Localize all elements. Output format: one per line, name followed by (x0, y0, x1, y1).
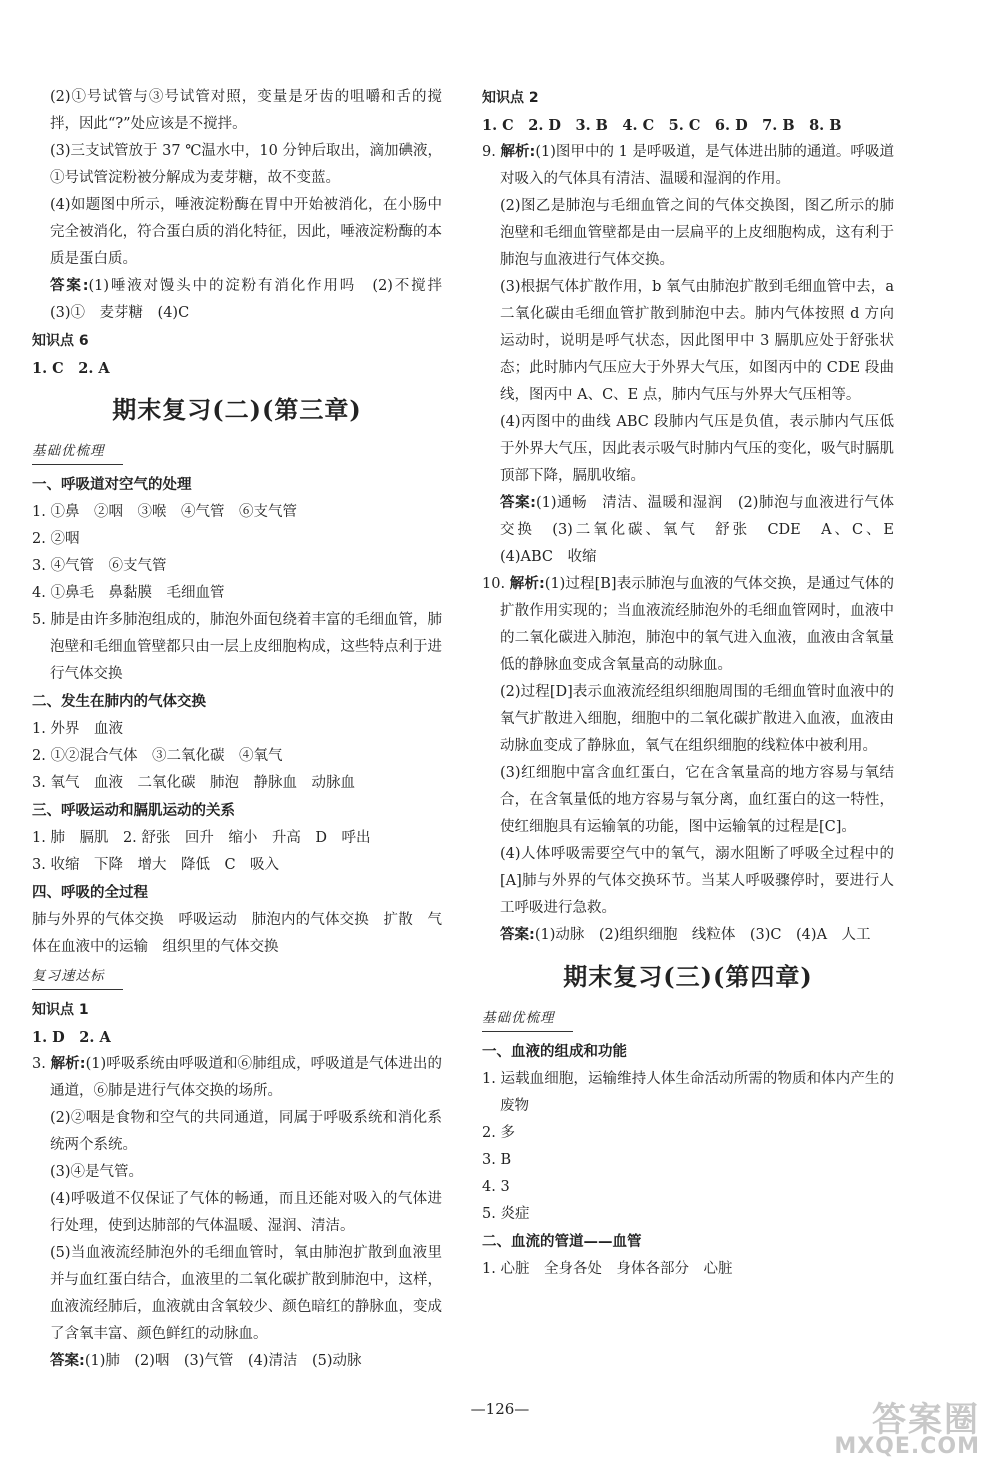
question-number: 3. (32, 1056, 51, 1072)
choice-answers: 1. D 2. A (32, 1029, 111, 1046)
list-item: 1. ①鼻 ②咽 ③喉 ④气管 ⑥支气管 (32, 504, 297, 520)
subsection-banner: 复习速达标 (32, 963, 123, 990)
analysis-text: (2)过程[D]表示血液流经组织细胞周围的毛细血管时血液中的氧气扩散进入细胞，细胞中的二氧化碳扩散进入血液，血液由动脉血变成了静脉血，氧气在组织细胞的线粒体中被利用。 (500, 684, 894, 754)
subsection-banner: 基础优梳理 (32, 438, 123, 465)
question-analysis (32, 1051, 442, 1105)
answer-text: (1)动脉 (2)组织细胞 线粒体 (3)C (4)A 人工 (534, 927, 871, 943)
chapter-title: 期末复习(二)(第三章) (112, 395, 362, 424)
section-heading: 一、呼吸道对空气的处理 (32, 477, 192, 493)
question-number: 10. (482, 576, 510, 592)
answer-label: 答案: (50, 278, 89, 294)
question-analysis (482, 571, 894, 679)
choice-answers: 1. C 2. D 3. B 4. C 5. C 6. D 7. B 8. B (482, 117, 842, 134)
answer-text: (1)肺 (2)咽 (3)气管 (4)清洁 (5)动脉 (84, 1353, 362, 1369)
section-heading: 三、呼吸运动和膈肌运动的关系 (32, 803, 235, 819)
question-analysis (482, 139, 894, 193)
answer-line (482, 490, 909, 571)
list-item: 3. 收缩 下降 增大 降低 C 吸入 (32, 857, 280, 873)
section-heading: 二、血流的管道——血管 (482, 1234, 642, 1250)
answer-label: 答案: (500, 927, 535, 943)
list-item: 1. 肺 膈肌 2. 舒张 回升 缩小 升高 D 呼出 (32, 830, 371, 846)
paragraph: (2)①号试管与③号试管对照，变量是牙齿的咀嚼和舌的搅拌，因此“?”处应该是不搅拌。 (50, 89, 442, 132)
chapter-title: 期末复习(三)(第四章) (563, 962, 813, 991)
watermark-logo (790, 1392, 980, 1464)
right-column (482, 84, 909, 1283)
knowledge-point-heading: 知识点 1 (32, 1002, 89, 1018)
answer-label: 答案: (500, 495, 536, 511)
analysis-text: (1)呼吸系统由呼吸道和⑥肺组成，呼吸道是气体进出的通道，⑥肺是进行气体交换的场所。 (50, 1056, 442, 1099)
list-item: 5. 炎症 (482, 1206, 530, 1222)
list-item: 肺与外界的气体交换 呼吸运动 肺泡内的气体交换 扩散 气体在血液中的运输 组织里的气体交换 (32, 912, 442, 955)
analysis-label: 解析: (50, 1056, 86, 1072)
question-number: 9. (482, 144, 501, 160)
watermark-logo-text: 答案圈 (872, 1400, 980, 1440)
analysis-text: (5)当血液流经肺泡外的毛细血管时，氧由肺泡扩散到血液里并与血红蛋白结合，血液里的二氧化碳扩散到肺泡中，这样，血液流经肺后，血液就由含氧较少、颜色暗红的静脉血，变成了含氧丰富、颜色鲜红的动脉血。 (50, 1245, 442, 1342)
analysis-text: (4)丙图中的曲线 ABC 段肺内气压是负值，表示肺内气压低于外界大气压，因此表示吸气时肺内气压的变化，吸气时膈肌顶部下降，膈肌收缩。 (500, 414, 894, 484)
analysis-text: (2)②咽是食物和空气的共同通道，同属于呼吸系统和消化系统两个系统。 (50, 1110, 442, 1153)
list-item: 1. 外界 血液 (32, 721, 123, 737)
analysis-text: (1)过程[B]表示肺泡与血液的气体交换，是通过气体的扩散作用实现的；当血液流经肺泡外的毛细血管网时，血液中的二氧化碳进入肺泡，肺泡中的氧气进入血液，血液由含氧量低的静脉血变成含氧量高的动脉血。 (500, 576, 894, 673)
section-heading: 四、呼吸的全过程 (32, 885, 148, 901)
list-item: 1. 心脏 全身各处 身体各部分 心脏 (482, 1261, 733, 1277)
list-item: 3. B (482, 1152, 512, 1168)
analysis-text: (2)图乙是肺泡与毛细血管之间的气体交换图，图乙所示的肺泡壁和毛细血管壁都是由一层扁平的上皮细胞构成，这有利于肺泡与血液进行气体交换。 (500, 198, 894, 268)
left-column (32, 84, 457, 1375)
answer-line (482, 922, 894, 949)
list-item: 4. ①鼻毛 鼻黏膜 毛细血管 (32, 585, 225, 601)
section-heading: 一、血液的组成和功能 (482, 1044, 627, 1060)
analysis-label: 解析: (509, 576, 545, 592)
knowledge-point-heading: 知识点 2 (482, 90, 539, 106)
analysis-text: (4)人体呼吸需要空气中的氧气，溺水阻断了呼吸全过程中的[A]肺与外界的气体交换环节。当某人呼吸骤停时，要进行人工呼吸进行急救。 (500, 846, 894, 916)
analysis-text: (1)图甲中的 1 是呼吸道，是气体进出肺的通道。呼吸道对吸入的气体具有清洁、温暖和湿润的作用。 (500, 144, 894, 187)
analysis-text: (3)根据气体扩散作用，b 氧气由肺泡扩散到毛细血管中去，a 二氧化碳由毛细血管扩散到肺泡中去。肺内气体按照 d 方向运动时，说明是呼气状态，因此图甲中 3 膈肌应处于舒张状态；此时肺内气压应大于外界大气压，如图丙中的 CDE 段曲线，图丙中 A、C、E 点，肺内气压与外界大气压相等。 (500, 279, 894, 403)
answer-line (32, 273, 457, 327)
list-item: 1. 运载血细胞，运输维持人体生命活动所需的物质和体内产生的废物 (482, 1071, 894, 1114)
paragraph: (4)如题图中所示，唾液淀粉酶在胃中开始被消化，在小肠中完全被消化，符合蛋白质的消化特征，因此，唾液淀粉酶的本质是蛋白质。 (50, 197, 442, 267)
list-item: 2. ①②混合气体 ③二氧化碳 ④氧气 (32, 748, 283, 764)
section-heading: 二、发生在肺内的气体交换 (32, 694, 206, 710)
list-item: 4. 3 (482, 1179, 510, 1195)
list-item: 3. ④气管 ⑥支气管 (32, 558, 167, 574)
answer-label: 答案: (50, 1353, 85, 1369)
list-item: 3. 氧气 血液 二氧化碳 肺泡 静脉血 动脉血 (32, 775, 355, 791)
analysis-label: 解析: (500, 144, 536, 160)
answer-text: (1)通畅 清洁、温暖和湿润 (2)肺泡与血液进行气体交换 (3)二氧化碳、氧气 舒张 CDE A、C、E (4)ABC 收缩 (500, 495, 909, 565)
list-item: 5. 肺是由许多肺泡组成的，肺泡外面包绕着丰富的毛细血管，肺泡壁和毛细血管壁都只由一层上皮细胞构成，这些特点利于进行气体交换 (32, 612, 442, 682)
knowledge-point-heading: 知识点 6 (32, 333, 89, 349)
answer-text: (1)唾液对馒头中的淀粉有消化作用吗 (2)不搅拌 (3)① 麦芽糖 (4)C (50, 278, 457, 321)
analysis-text: (3)④是气管。 (50, 1164, 144, 1180)
watermark-url: MXQE.COM (834, 1434, 980, 1459)
list-item: 2. ②咽 (32, 531, 80, 547)
paragraph: (3)三支试管放于 37 ℃温水中，10 分钟后取出，滴加碘液，①号试管淀粉被分解成为麦芽糖，故不变蓝。 (50, 143, 442, 186)
analysis-text: (3)红细胞中富含血红蛋白，它在含氧量高的地方容易与氧结合，在含氧量低的地方容易与氧分离，血红蛋白的这一特性，使红细胞具有运输氧的功能，图中运输氧的过程是[C]。 (500, 765, 894, 835)
answer-line (32, 1348, 442, 1375)
subsection-banner: 基础优梳理 (482, 1005, 573, 1032)
choice-answers: 1. C 2. A (32, 360, 110, 377)
list-item: 2. 多 (482, 1125, 515, 1141)
analysis-text: (4)呼吸道不仅保证了气体的畅通，而且还能对吸入的气体进行处理，使到达肺部的气体温暖、湿润、清洁。 (50, 1191, 442, 1234)
page-number: —126— (470, 1400, 530, 1418)
